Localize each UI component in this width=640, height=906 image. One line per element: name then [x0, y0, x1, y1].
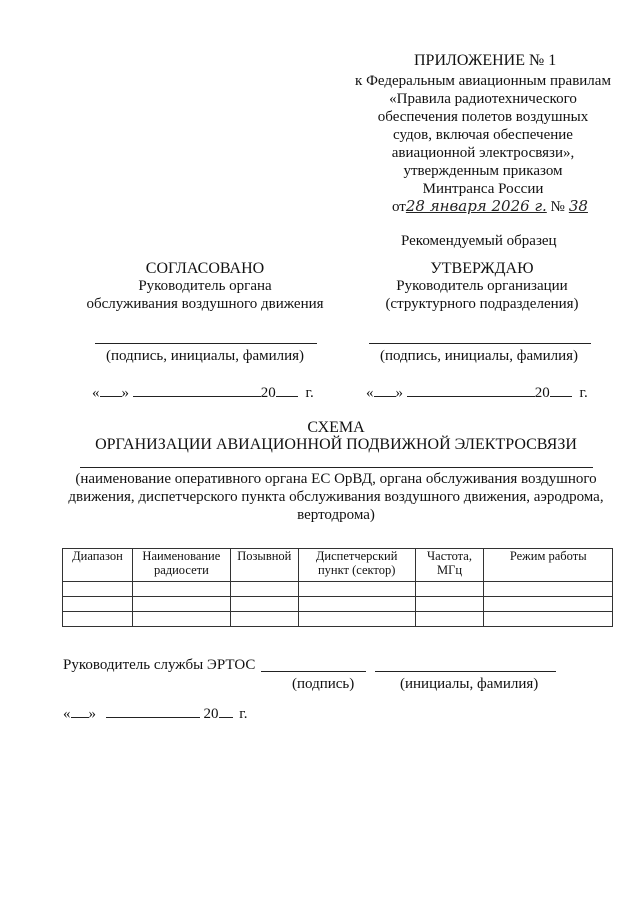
day-blank[interactable] [374, 383, 396, 397]
quote-open: « [92, 385, 100, 401]
agreed-role: обслуживания воздушного движения [86, 296, 324, 312]
agreed-heading: СОГЛАСОВАНО [145, 260, 265, 277]
table-cell[interactable] [484, 597, 613, 612]
handwritten-date: 28 января 2026 г. [405, 197, 547, 215]
table-cell[interactable] [298, 582, 415, 597]
table-cell[interactable] [230, 597, 298, 612]
ertos-name-line[interactable] [375, 671, 556, 672]
month-blank[interactable] [133, 383, 261, 397]
handwritten-number: 38 [568, 197, 588, 215]
day-blank[interactable] [100, 383, 122, 397]
date-field [366, 383, 588, 402]
quote-close: » [121, 385, 129, 401]
agreed-role: Руководитель органа [138, 278, 272, 294]
organization-caption: движения, диспетчерского пункта обслуживания воздушного движения, аэродрома, [68, 489, 604, 505]
organization-caption: вертодрома) [297, 507, 375, 523]
table-cell[interactable] [415, 597, 484, 612]
table-cell[interactable] [415, 582, 484, 597]
ertos-signature-line[interactable] [261, 671, 366, 672]
ertos-head-line [63, 656, 255, 674]
communication-table [62, 548, 613, 627]
year-suffix: г. [305, 385, 314, 401]
signature-caption: (подпись, инициалы, фамилия) [105, 348, 305, 364]
appendix-line: авиационной электросвязи», [391, 145, 575, 161]
year-blank[interactable] [276, 383, 298, 397]
month-blank[interactable] [407, 383, 535, 397]
column-header-control-point: Диспетчерский пункт (сектор) [298, 549, 415, 582]
table-cell[interactable] [132, 612, 230, 627]
table-cell[interactable] [63, 582, 133, 597]
scheme-subtitle: ОРГАНИЗАЦИИ АВИАЦИОННОЙ ПОДВИЖНОЙ ЭЛЕКТРОСВЯЗИ [95, 436, 577, 453]
recommended-label: Рекомендуемый образец [401, 233, 557, 249]
table-cell[interactable] [63, 597, 133, 612]
organization-caption: (наименование оперативного органа ЕС ОрВД, органа обслуживания воздушного [75, 471, 597, 487]
month-blank[interactable] [106, 704, 200, 718]
column-header-mode: Режим работы [484, 549, 613, 582]
approved-role: Руководитель организации [396, 278, 568, 294]
date-field [92, 383, 314, 402]
table-cell[interactable] [132, 597, 230, 612]
year-prefix: 20 [203, 706, 219, 722]
order-date-line [392, 197, 592, 216]
ertos-head-label: Руководитель службы ЭРТОС [63, 657, 256, 673]
column-header-callsign: Позывной [230, 549, 298, 582]
appendix-title: ПРИЛОЖЕНИЕ № 1 [414, 52, 557, 69]
table-cell[interactable] [230, 582, 298, 597]
column-header-range: Диапазон [63, 549, 133, 582]
table-cell[interactable] [298, 612, 415, 627]
appendix-line: судов, включая обеспечение [393, 127, 573, 143]
table-cell[interactable] [484, 612, 613, 627]
year-blank[interactable] [550, 383, 572, 397]
table-cell[interactable] [132, 582, 230, 597]
table-row [63, 582, 613, 597]
number-prefix: № [550, 199, 565, 215]
year-blank[interactable] [219, 704, 233, 718]
scheme-title: СХЕМА [307, 419, 365, 436]
appendix-line: «Правила радиотехнического [389, 91, 577, 107]
ertos-name-caption: (инициалы, фамилия) [400, 676, 539, 692]
year-suffix: г. [239, 706, 248, 722]
table-cell[interactable] [298, 597, 415, 612]
appendix-line: к Федеральным авиационным правилам [355, 73, 611, 89]
table-row [63, 612, 613, 627]
column-header-frequency: Частота, МГц [415, 549, 484, 582]
quote-close: » [395, 385, 403, 401]
approved-heading: УТВЕРЖДАЮ [430, 260, 534, 277]
column-header-network: Наименование радиосети [132, 549, 230, 582]
organization-name-line[interactable] [80, 467, 593, 468]
table-header-row [63, 549, 613, 582]
table-row [63, 597, 613, 612]
appendix-line: утвержденным приказом [403, 163, 563, 179]
approved-role: (структурного подразделения) [385, 296, 579, 312]
appendix-line: обеспечения полетов воздушных [377, 109, 589, 125]
signature-caption: (подпись, инициалы, фамилия) [379, 348, 579, 364]
ertos-signature-caption: (подпись) [292, 676, 355, 692]
year-prefix: 20 [534, 385, 550, 401]
signature-line[interactable] [369, 343, 591, 344]
table-cell[interactable] [63, 612, 133, 627]
year-suffix: г. [579, 385, 588, 401]
table-cell[interactable] [415, 612, 484, 627]
day-blank[interactable] [71, 704, 89, 718]
table-cell[interactable] [230, 612, 298, 627]
appendix-line: Минтранса России [422, 181, 544, 197]
signature-line[interactable] [95, 343, 317, 344]
footer-date-field [63, 704, 247, 723]
year-prefix: 20 [260, 385, 276, 401]
quote-open: « [366, 385, 374, 401]
table-cell[interactable] [484, 582, 613, 597]
quote-close: » [88, 706, 96, 722]
quote-open: « [63, 706, 71, 722]
date-prefix: от [392, 199, 406, 215]
